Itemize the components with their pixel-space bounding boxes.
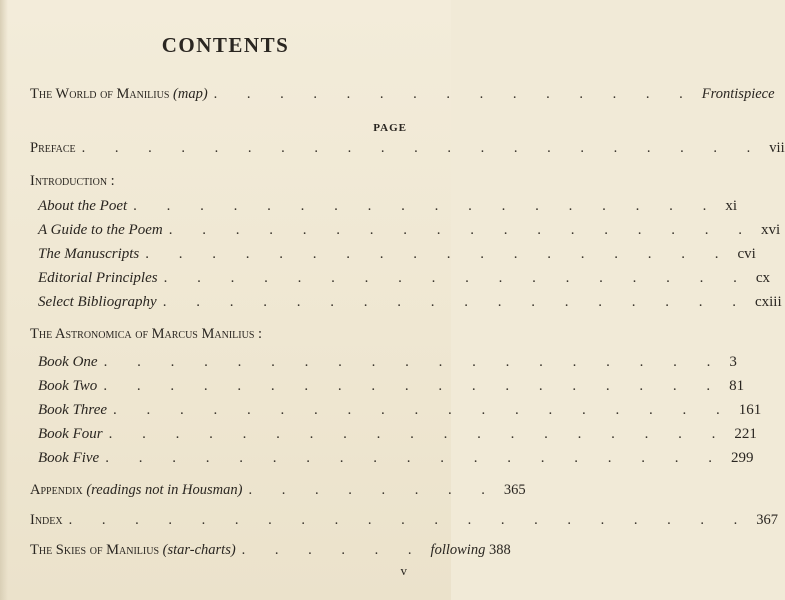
toc-label: The World of Manilius	[30, 86, 170, 102]
leader-dots: . . . . . . . . . . . . . . . . . .	[168, 222, 755, 238]
page-folio: v	[400, 563, 407, 578]
toc-label-note: (map)	[173, 86, 208, 102]
toc-entry	[38, 198, 738, 220]
leader-dots: . . . . . . . . . . . . . . . . . .	[163, 270, 750, 286]
toc-entry	[38, 402, 762, 424]
toc-label: Editorial Principles	[38, 270, 158, 286]
toc-page: 367	[756, 512, 778, 528]
toc-page: 81	[729, 378, 745, 394]
leader-dots: . . . . . . . . . . . . . . . . . . . . .	[68, 512, 751, 528]
toc-page: 3	[729, 354, 737, 370]
toc-page-prefix: following	[430, 542, 486, 558]
toc-label: Book Three	[38, 402, 108, 418]
toc-label-note: (readings not in Housman)	[86, 482, 243, 498]
leader-dots: . . . . . . . . . . . . . . . . . . .	[113, 402, 733, 418]
toc-section-astronomica	[30, 326, 407, 348]
leader-dots: . . . . . . . . . . . . . . .	[213, 86, 696, 102]
toc-label: Book Four	[38, 426, 103, 442]
leader-dots: . . . . . . . . . . . . . . . . . .	[133, 198, 720, 214]
leader-dots: . . . . . . . . . . . . . . . . . .	[162, 294, 749, 310]
toc-page: cx	[755, 270, 770, 286]
leader-dots: . . . . . . . . . . . . . . . . . .	[145, 246, 732, 262]
toc-label: Appendix	[30, 482, 83, 498]
toc-entry	[38, 378, 745, 400]
toc-label: Book One	[38, 354, 98, 370]
toc-section-introduction	[30, 173, 407, 195]
toc-label: Index	[30, 512, 63, 528]
toc-entry-preface	[30, 140, 785, 162]
leader-dots: . . . . . . . . . . . . . . . . . . .	[105, 450, 725, 466]
toc-entry-frontispiece	[30, 86, 775, 108]
toc-entry-appendix	[30, 482, 526, 504]
section-heading: Introduction :	[30, 173, 115, 189]
toc-page: 161	[738, 402, 762, 418]
toc-page: 221	[734, 426, 757, 442]
toc-entry	[38, 426, 757, 448]
toc-page: Frontispiece	[701, 86, 775, 102]
page-column-header: PAGE	[373, 122, 407, 134]
toc-label: The Skies of Manilius	[30, 542, 160, 558]
page-title: CONTENTS	[161, 33, 290, 57]
toc-page: 388	[488, 542, 511, 558]
toc-label: About the Poet	[38, 198, 128, 214]
toc-entry	[38, 294, 782, 316]
toc-label: Preface	[30, 140, 76, 156]
toc-page: xvi	[760, 222, 781, 238]
leader-dots: . . . . . . . .	[248, 482, 498, 498]
toc-label: Book Five	[38, 450, 100, 466]
leader-dots: . . . . . .	[241, 542, 425, 558]
toc-label: The Manuscripts	[38, 246, 140, 262]
leader-dots: . . . . . . . . . . . . . . . . . . .	[103, 354, 724, 370]
toc-entry	[38, 354, 737, 376]
page-gutter-shadow	[0, 0, 8, 600]
leader-dots: . . . . . . . . . . . . . . . . . . .	[108, 426, 729, 442]
toc-label: A Guide to the Poem	[38, 222, 163, 238]
toc-page: vii	[769, 140, 785, 156]
toc-page: cxiii	[754, 294, 782, 310]
leader-dots: . . . . . . . . . . . . . . . . . . .	[103, 378, 724, 394]
toc-entry-skies	[30, 542, 511, 564]
toc-label-note: (star-charts)	[162, 542, 236, 558]
toc-label: Book Two	[38, 378, 98, 394]
toc-entry-index	[30, 512, 778, 534]
toc-page: 299	[730, 450, 754, 466]
toc-entry	[38, 270, 770, 292]
leader-dots: . . . . . . . . . . . . . . . . . . . . .	[81, 140, 764, 156]
section-heading: The Astronomica of Marcus Manilius :	[30, 326, 263, 342]
toc-entry	[38, 450, 754, 472]
toc-page: cvi	[737, 246, 756, 262]
toc-page: 365	[503, 482, 526, 498]
toc-page: xi	[725, 198, 738, 214]
toc-entry	[38, 222, 781, 244]
toc-label: Select Bibliography	[38, 294, 157, 310]
toc-entry	[38, 246, 756, 268]
